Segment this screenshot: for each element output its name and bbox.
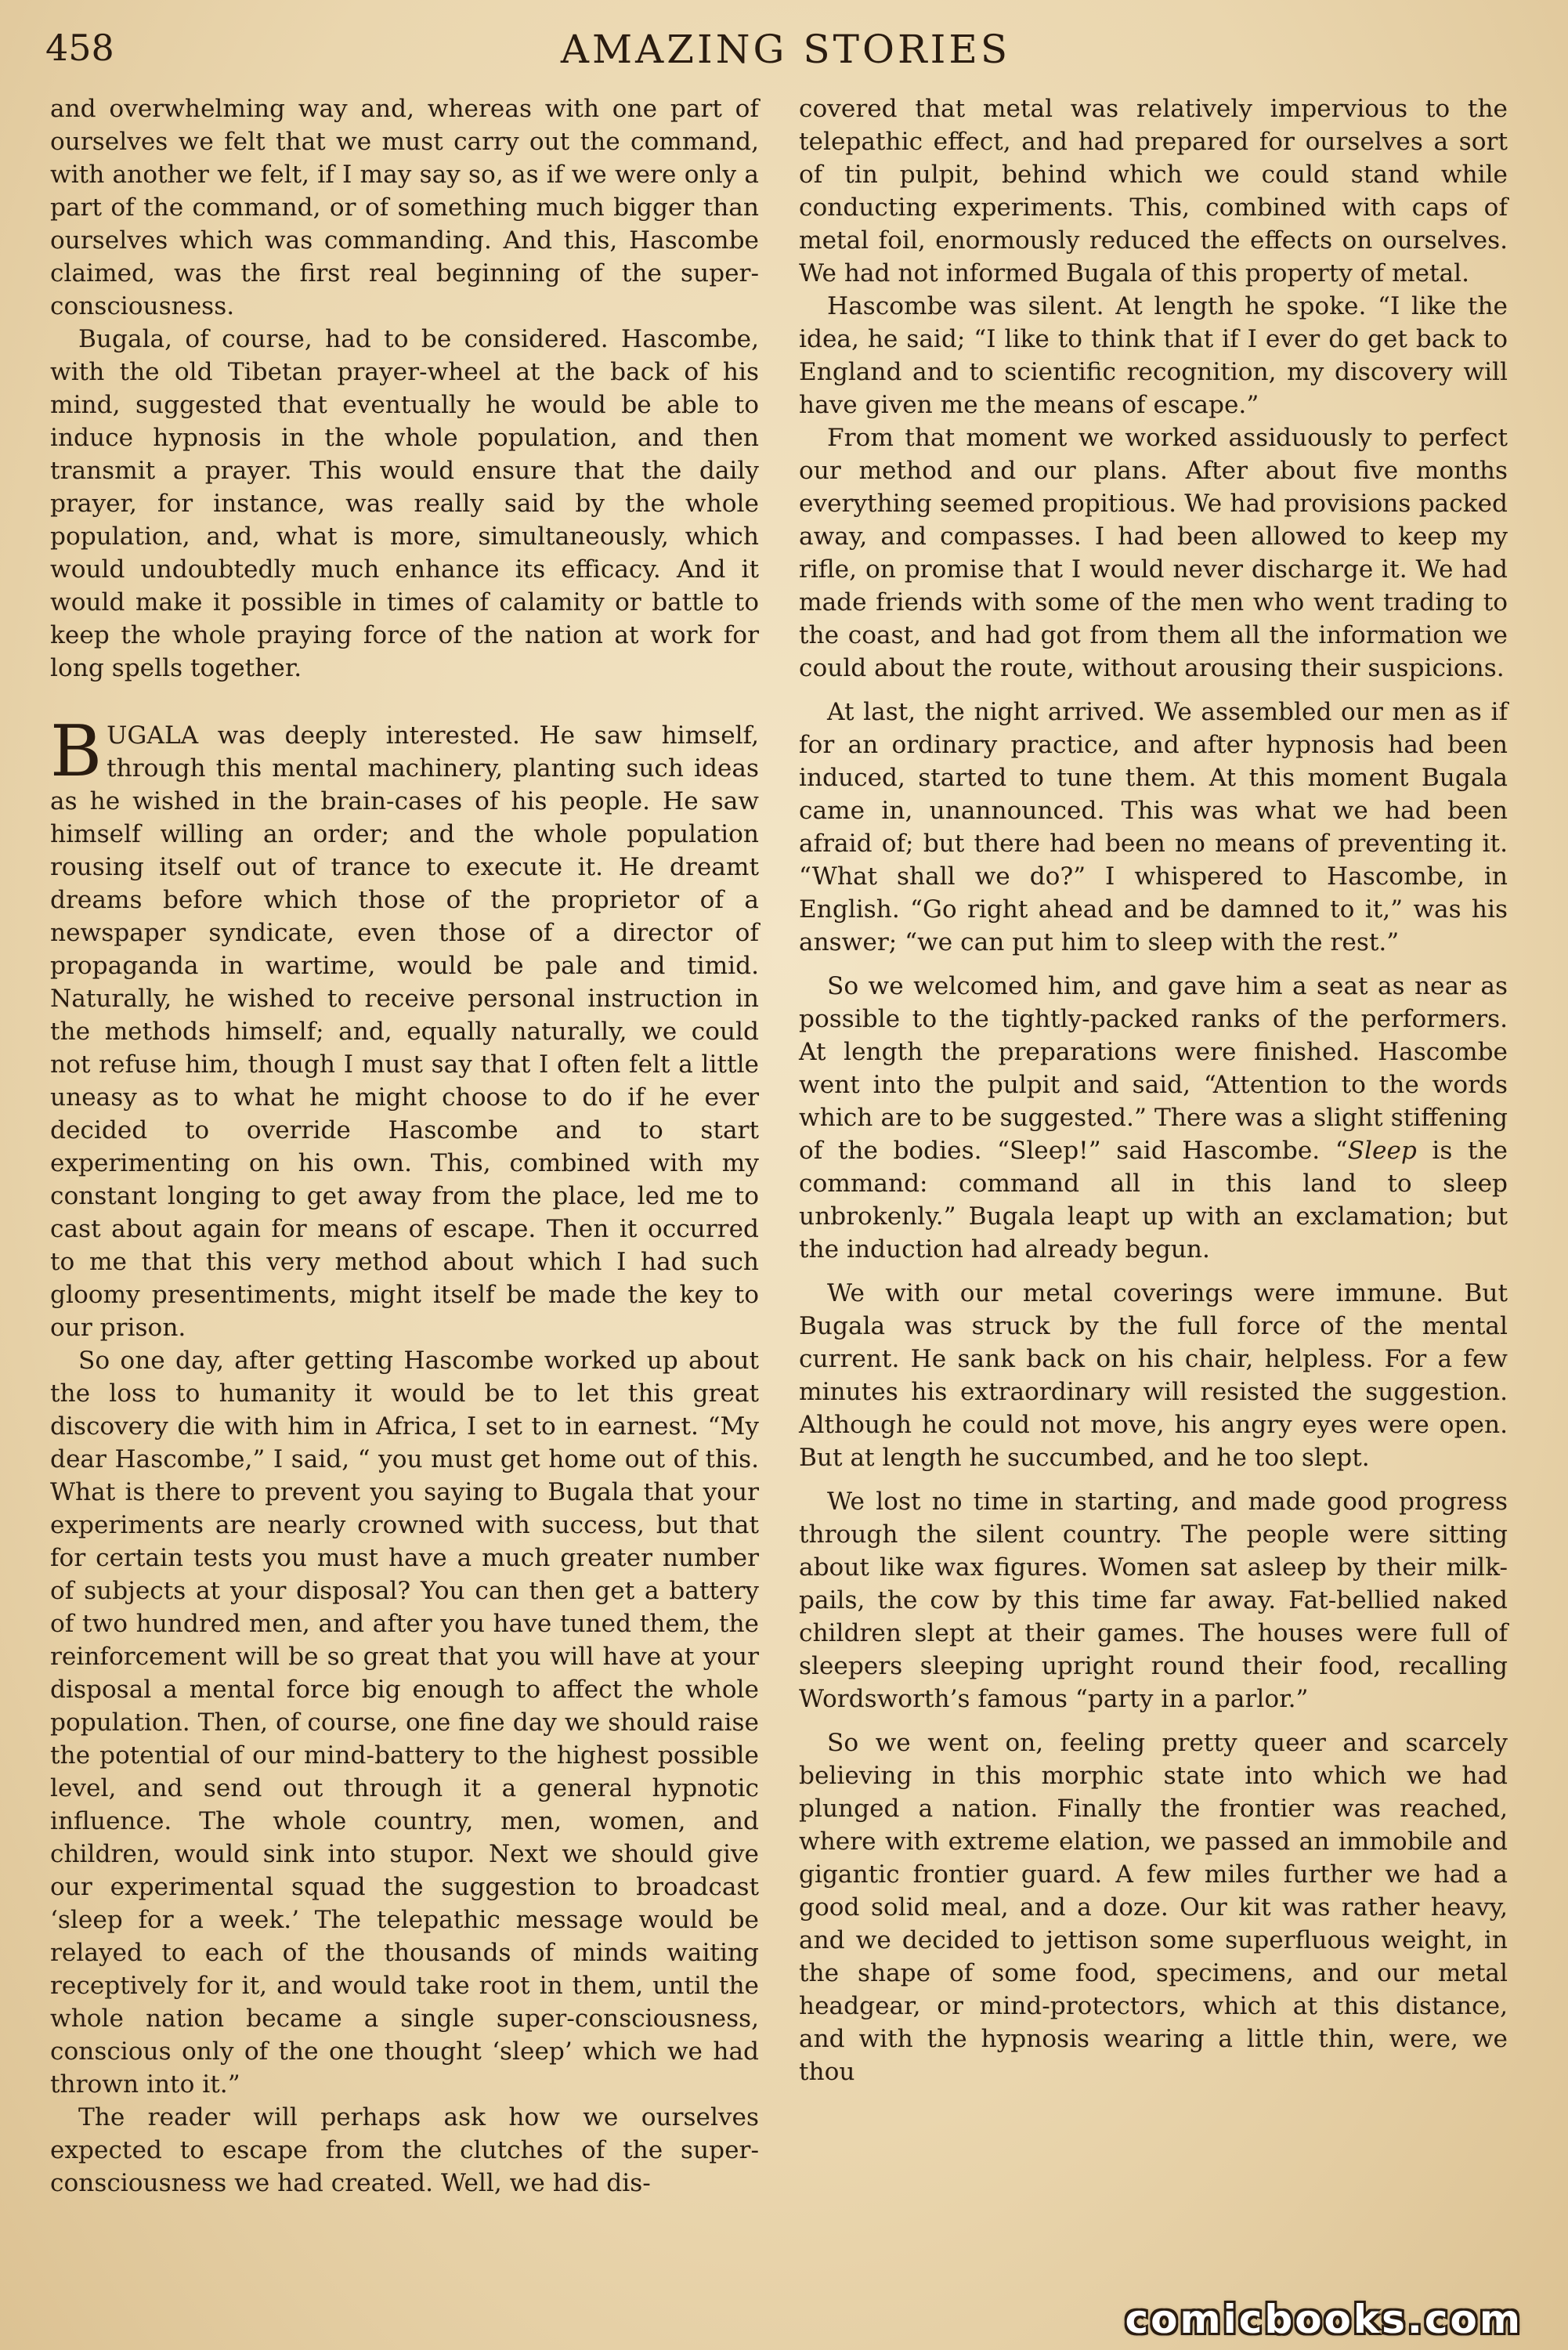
paragraph: So one day, after getting Hascombe worked up about the loss to humanity it would be to let this great discovery die with him in Africa, I set to in earnest. “My dear Hascombe,” I said, “ you must get home out of this. What is there to prevent you saying to Bugala that your experiments are nearly crowned with success, but that for certain tests you must have a much greater number of subjects at your disposal? You can then get a battery of two hundred men, and after you have tuned them, the reinforcement will be so great that you will have at your disposal a mental force big enough to affect the whole population. Then, of course, one fine day we should raise the potential of our mind-battery to the highest possible level, and send out through it a general hypnotic influence. The whole country, men, women, and children, would sink into stupor. Next we should give our experimental squad the suggestion to broadcast ‘sleep for a week.’ The telepathic message would be relayed to each of the thousands of minds waiting receptively for it, and would take root in them, until the whole nation became a single super-consciousness, conscious only of the one thought ‘sleep’ which we had thrown into it.” <box>50 1347 759 2099</box>
watermark-logo: comicbooks.com <box>1125 2297 1523 2342</box>
page-header <box>45 24 1526 78</box>
paragraph-text: So we welcomed him, and gave him a seat as near as possible to the tightly-packed ranks of the performers. At length the preparations were finished. Hascombe went into the pulpit and said, “Attention to the words which are to be suggested.” There was a slight stiffening of the bodies. “Sleep!” said Hascombe. “ <box>799 972 1508 1165</box>
paragraph: Hascombe was silent. At length he spoke. “I like the idea, he said; “I like to think that if I ever do get back to England and to scientific recognition, my discovery will have given me the means of escape.” <box>799 292 1508 419</box>
left-column <box>50 92 759 2200</box>
paragraph: At last, the night arrived. We assembled our men as if for an ordinary practice, and after hypnosis had been induced, started to tune them. At this moment Bugala came in, unannounced. This was what we had been afraid of; but there had been no means of preventing it. “What shall we do?” I whispered to Hascombe, in English. “Go right ahead and be damned to it,” was his answer; “we can put him to sleep with the rest.” <box>799 698 1508 956</box>
paragraph: So we went on, feeling pretty queer and scarcely believing in this morphic state into which we had plunged a nation. Finally the frontier was reached, where with extreme elation, we passed an immobile and gigantic frontier guard. A few miles further we had a good solid meal, and a doze. Our kit was rather heavy, and we decided to jettison some superfluous weight, in the shape of some food, specimens, and our metal headgear, or mind-protectors, which at this distance, and with the hypnosis wearing a little thin, were, we thou <box>799 1729 1508 2086</box>
paragraph: and overwhelming way and, whereas with one part of ourselves we felt that we must carry out the command, with another we felt, if I may say so, as if we were only a part of the command, or of something much bigger than ourselves which was commanding. And this, Hascombe claimed, was the first real beginning of the super-consciousness. <box>50 95 759 320</box>
paragraph: Bugala, of course, had to be considered. Hascombe, with the old Tibetan prayer-wheel at the back of his mind, suggested that eventually he would be able to induce hypnosis in the whole population, and then transmit a prayer. This would ensure that the daily prayer, for instance, was really said by the whole population, and, what is more, simultaneously, which would undoubtedly much enhance its efficacy. And it would make it possible in times of calamity or battle to keep the whole praying force of the nation at work for long spells together. <box>50 325 759 682</box>
dropcap-paragraph <box>50 710 759 1344</box>
drop-cap-letter: B <box>50 710 103 793</box>
page-number: 458 <box>45 27 114 69</box>
paragraph: covered that metal was relatively impervious to the telepathic effect, and had prepared for ourselves a sort of tin pulpit, behind which we could stand while conducting experiments. This, combined with caps of metal foil, enormously reduced the effects on ourselves. We had not informed Bugala of this property of metal. <box>799 95 1508 287</box>
magazine-title: AMAZING STORIES <box>560 27 1011 72</box>
paragraph: We with our metal coverings were immune. But Bugala was struck by the full force of the mental current. He sank back on his chair, helpless. For a few minutes his extraordinary will resisted the suggestion. Although he could not move, his angry eyes were open. But at length he succumbed, and he too slept. <box>799 1279 1508 1472</box>
italic-word: Sleep <box>1347 1137 1417 1165</box>
paragraph: From that moment we worked assiduously to perfect our method and our plans. After about five months everything seemed propitious. We had provisions packed away, and compasses. I had been allowed to keep my rifle, on promise that I would never discharge it. We had made friends with some of the men who went trading to the coast, and had got from them all the information we could about the route, without arousing their suspicions. <box>799 424 1508 682</box>
right-column <box>799 92 1508 2088</box>
paragraph <box>799 970 1508 1266</box>
paragraph: UGALA was deeply interested. He saw himself, through this mental machinery, planting such ideas as he wished in the brain-cases of his people. He saw himself willing an order; and the whole population rousing itself out of trance to execute it. He dreamt dreams before which those of the proprietor of a newspaper syndicate, even those of a director of propaganda in wartime, would be pale and timid. Naturally, he wished to receive personal instruction in the methods himself; and, equally naturally, we could not refuse him, though I must say that I often felt a little uneasy as to what he might choose to do if he ever decided to override Hascombe and to start experimenting on his own. This, combined with my constant longing to get away from the place, led me to cast about again for means of escape. Then it occurred to me that this very method about which I had such gloomy presentiments, might itself be made the key to our prison. <box>50 721 759 1342</box>
paragraph-text: is the command: command all in this land to sleep unbrokenly.” Bugala leapt up with an exclamation; but the induction had already begun. <box>799 1137 1508 1264</box>
paragraph: We lost no time in starting, and made good progress through the silent country. The people were sitting about like wax figures. Women sat asleep by their milk-pails, the cow by this time far away. Fat-bellied naked children slept at their games. The houses were full of sleepers sleeping upright round their food, recalling Wordsworth’s famous “party in a parlor.” <box>799 1488 1508 1713</box>
paragraph: The reader will perhaps ask how we ourselves expected to escape from the clutches of the super-consciousness we had created. Well, we had dis- <box>50 2103 759 2197</box>
